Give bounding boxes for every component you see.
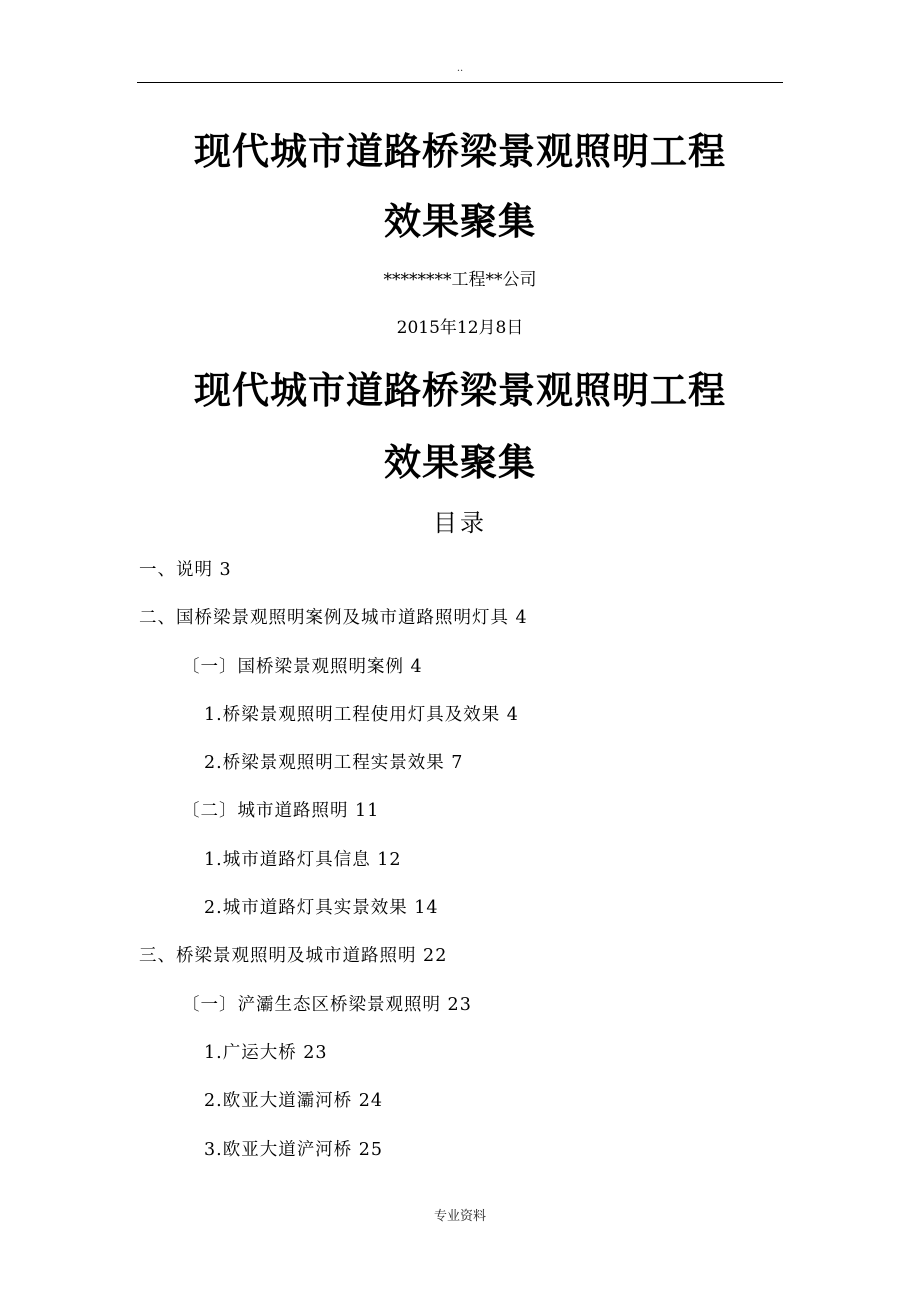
- repeat-title-line1: 现代城市道路桥梁景观照明工程: [194, 368, 726, 412]
- header-mark: ..: [456, 63, 464, 74]
- toc-item[interactable]: 一、说明 3: [139, 560, 232, 580]
- toc-heading: 目录: [433, 509, 487, 537]
- toc-item[interactable]: 〔二〕城市道路照明 11: [182, 801, 380, 822]
- toc-item[interactable]: 〔一〕国桥梁景观照明案例 4: [182, 656, 423, 677]
- cover-title-line2: 效果聚集: [384, 199, 536, 243]
- toc-item[interactable]: 2.桥梁景观照明工程实景效果 7: [204, 753, 464, 774]
- toc-item[interactable]: 2.欧亚大道灞河桥 24: [204, 1091, 384, 1112]
- toc-item[interactable]: 1.桥梁景观照明工程使用灯具及效果 4: [204, 704, 519, 725]
- company-name: ********工程**公司: [383, 270, 537, 290]
- cover-title-line1: 现代城市道路桥梁景观照明工程: [194, 129, 726, 173]
- document-date: 2015年12月8日: [396, 318, 524, 338]
- toc-item[interactable]: 〔一〕浐灞生态区桥梁景观照明 23: [182, 994, 472, 1015]
- toc-item[interactable]: 二、国桥梁景观照明案例及城市道路照明灯具 4: [139, 608, 528, 629]
- toc-item[interactable]: 1.城市道路灯具信息 12: [204, 849, 402, 870]
- repeat-title-line2: 效果聚集: [384, 440, 536, 484]
- toc-item[interactable]: 三、桥梁景观照明及城市道路照明 22: [139, 946, 448, 967]
- toc-item[interactable]: 1.广运大桥 23: [204, 1042, 328, 1063]
- toc-item[interactable]: 3.欧亚大道浐河桥 25: [204, 1139, 384, 1160]
- header-rule: [137, 82, 783, 83]
- toc-item[interactable]: 2.城市道路灯具实景效果 14: [204, 898, 439, 919]
- table-of-contents: [0, 558, 920, 1186]
- footer-label: 专业资料: [433, 1209, 486, 1224]
